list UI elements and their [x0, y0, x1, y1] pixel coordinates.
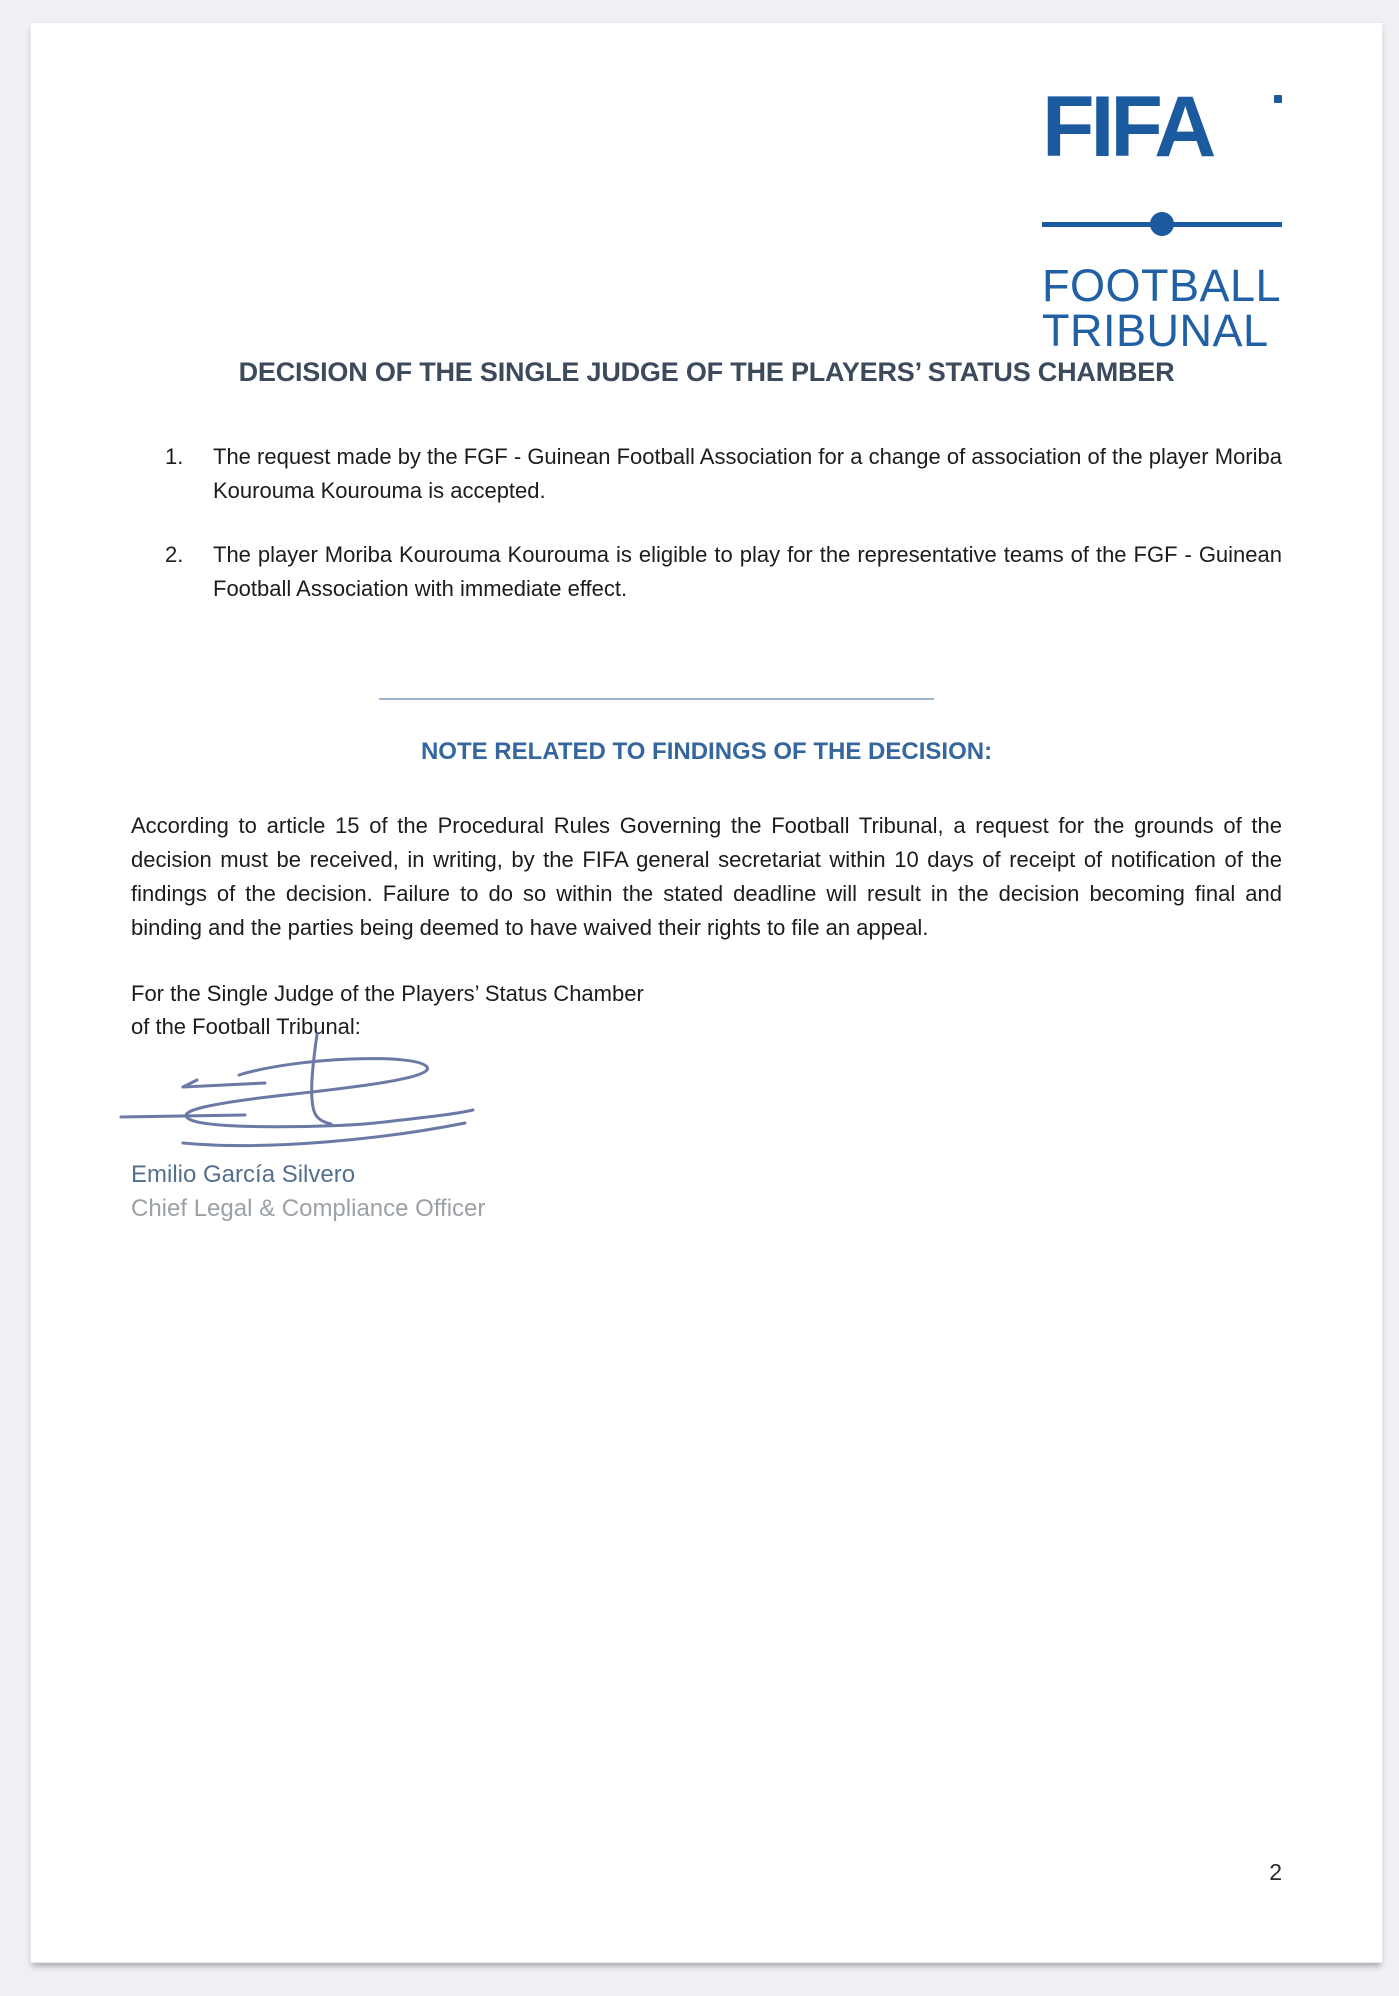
page-content — [31, 23, 1382, 1962]
logo-subtitle-tribunal: TRIBUNAL — [1042, 304, 1269, 356]
decision-text: The player Moriba Kourouma Kourouma is eligible to play for the representative teams of the FGF - Guinean Football Association with immediate effect. — [213, 541, 1282, 602]
note-paragraph: According to article 15 of the Procedural Rules Governing the Football Tribunal, a request for the grounds of the decision must be received, in writing, by the FIFA general secretariat within 10 days of receipt of notification of the findings of the decision. Failure to do so within the stated deadline will result in the decision becoming final and binding and the parties being deemed to have waived their rights to file an appeal. — [131, 813, 1282, 941]
signatory-role: Chief Legal & Compliance Officer — [131, 1194, 486, 1222]
closing-line-1: For the Single Judge of the Players’ Status Chamber — [131, 980, 644, 1006]
signature-image — [117, 1031, 1282, 1159]
fifa-wordmark — [1042, 79, 1282, 175]
fifa-football-tribunal-logo — [1042, 23, 1282, 356]
registered-trademark-icon — [1274, 95, 1282, 103]
decision-item-1 — [131, 440, 1282, 508]
section-divider-line — [379, 698, 934, 700]
note-heading: NOTE RELATED TO FINDINGS OF THE DECISION: — [420, 738, 993, 766]
document-page — [30, 22, 1383, 1963]
decision-item-2 — [131, 538, 1282, 606]
decision-number: 1. — [165, 443, 184, 469]
document-title: DECISION OF THE SINGLE JUDGE OF THE PLAYERS’ STATUS CHAMBER — [238, 356, 1175, 387]
fifa-wordmark-text: FIFA — [1042, 79, 1213, 175]
logo-divider-line — [1042, 222, 1282, 227]
logo-subtitle-football: FOOTBALL — [1042, 259, 1282, 311]
decision-list — [131, 440, 1282, 606]
closing-line-2: of the Football Tribunal: — [131, 1013, 361, 1039]
signatory-name: Emilio García Silvero — [131, 1160, 356, 1188]
page-number: 2 — [1269, 1859, 1282, 1885]
logo-ball-dot-icon — [1150, 212, 1174, 236]
decision-number: 2. — [165, 541, 184, 567]
decision-text: The request made by the FGF - Guinean Football Association for a change of association of the player Moriba Kourouma Kourouma is accepted. — [213, 443, 1282, 503]
